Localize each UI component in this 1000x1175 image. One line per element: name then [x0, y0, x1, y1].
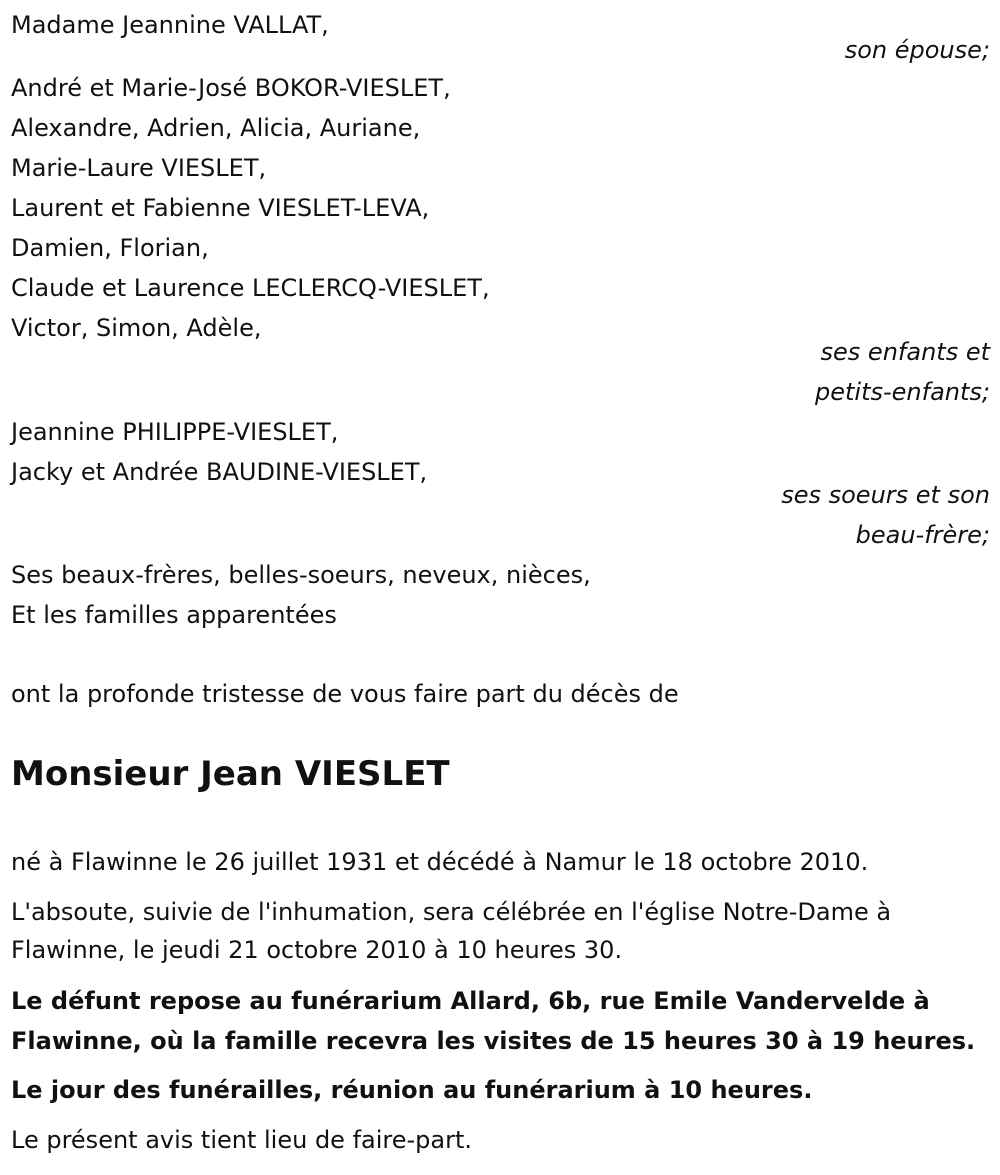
sibling-line: Jeannine PHILIPPE-VIESLET,	[11, 418, 339, 446]
children-line: Marie-Laure VIESLET,	[11, 154, 267, 182]
children-label: ses enfants et	[820, 338, 990, 366]
children-line: Victor, Simon, Adèle,	[11, 314, 262, 342]
children-line: André et Marie-José BOKOR-VIESLET,	[11, 74, 451, 102]
deceased-name: Monsieur Jean VIESLET	[11, 754, 450, 794]
ceremony-text: L'absoute, suivie de l'inhumation, sera célébrée en l'église Notre-Dame à	[11, 898, 892, 926]
sibling-line: Jacky et Andrée BAUDINE-VIESLET,	[11, 458, 428, 486]
family-line: Ses beaux-frères, belles-soeurs, neveux, nièces,	[11, 561, 591, 589]
funeral-day-text: Le jour des funérailles, réunion au funérarium à 10 heures.	[11, 1076, 813, 1104]
ceremony-text: Flawinne, le jeudi 21 octobre 2010 à 10 heures 30.	[11, 936, 623, 964]
spouse-name: Madame Jeannine VALLAT,	[11, 11, 329, 39]
children-line: Alexandre, Adrien, Alicia, Auriane,	[11, 114, 421, 142]
announcement-text: ont la profonde tristesse de vous faire part du décès de	[11, 680, 679, 708]
children-line: Laurent et Fabienne VIESLET-LEVA,	[11, 194, 430, 222]
siblings-label: beau-frère;	[855, 521, 990, 549]
notice-text: Le présent avis tient lieu de faire-part.	[11, 1126, 473, 1154]
family-line: Et les familles apparentées	[11, 601, 337, 629]
children-line: Damien, Florian,	[11, 234, 209, 262]
children-label: petits-enfants;	[815, 378, 990, 406]
rest-text: Le défunt repose au funérarium Allard, 6b, rue Emile Vandervelde à	[11, 987, 930, 1015]
siblings-label: ses soeurs et son	[781, 481, 990, 509]
children-line: Claude et Laurence LECLERCQ-VIESLET,	[11, 274, 490, 302]
spouse-label: son épouse;	[844, 36, 990, 64]
rest-text: Flawinne, où la famille recevra les visites de 15 heures 30 à 19 heures.	[11, 1027, 976, 1055]
birth-death-text: né à Flawinne le 26 juillet 1931 et décédé à Namur le 18 octobre 2010.	[11, 848, 869, 876]
